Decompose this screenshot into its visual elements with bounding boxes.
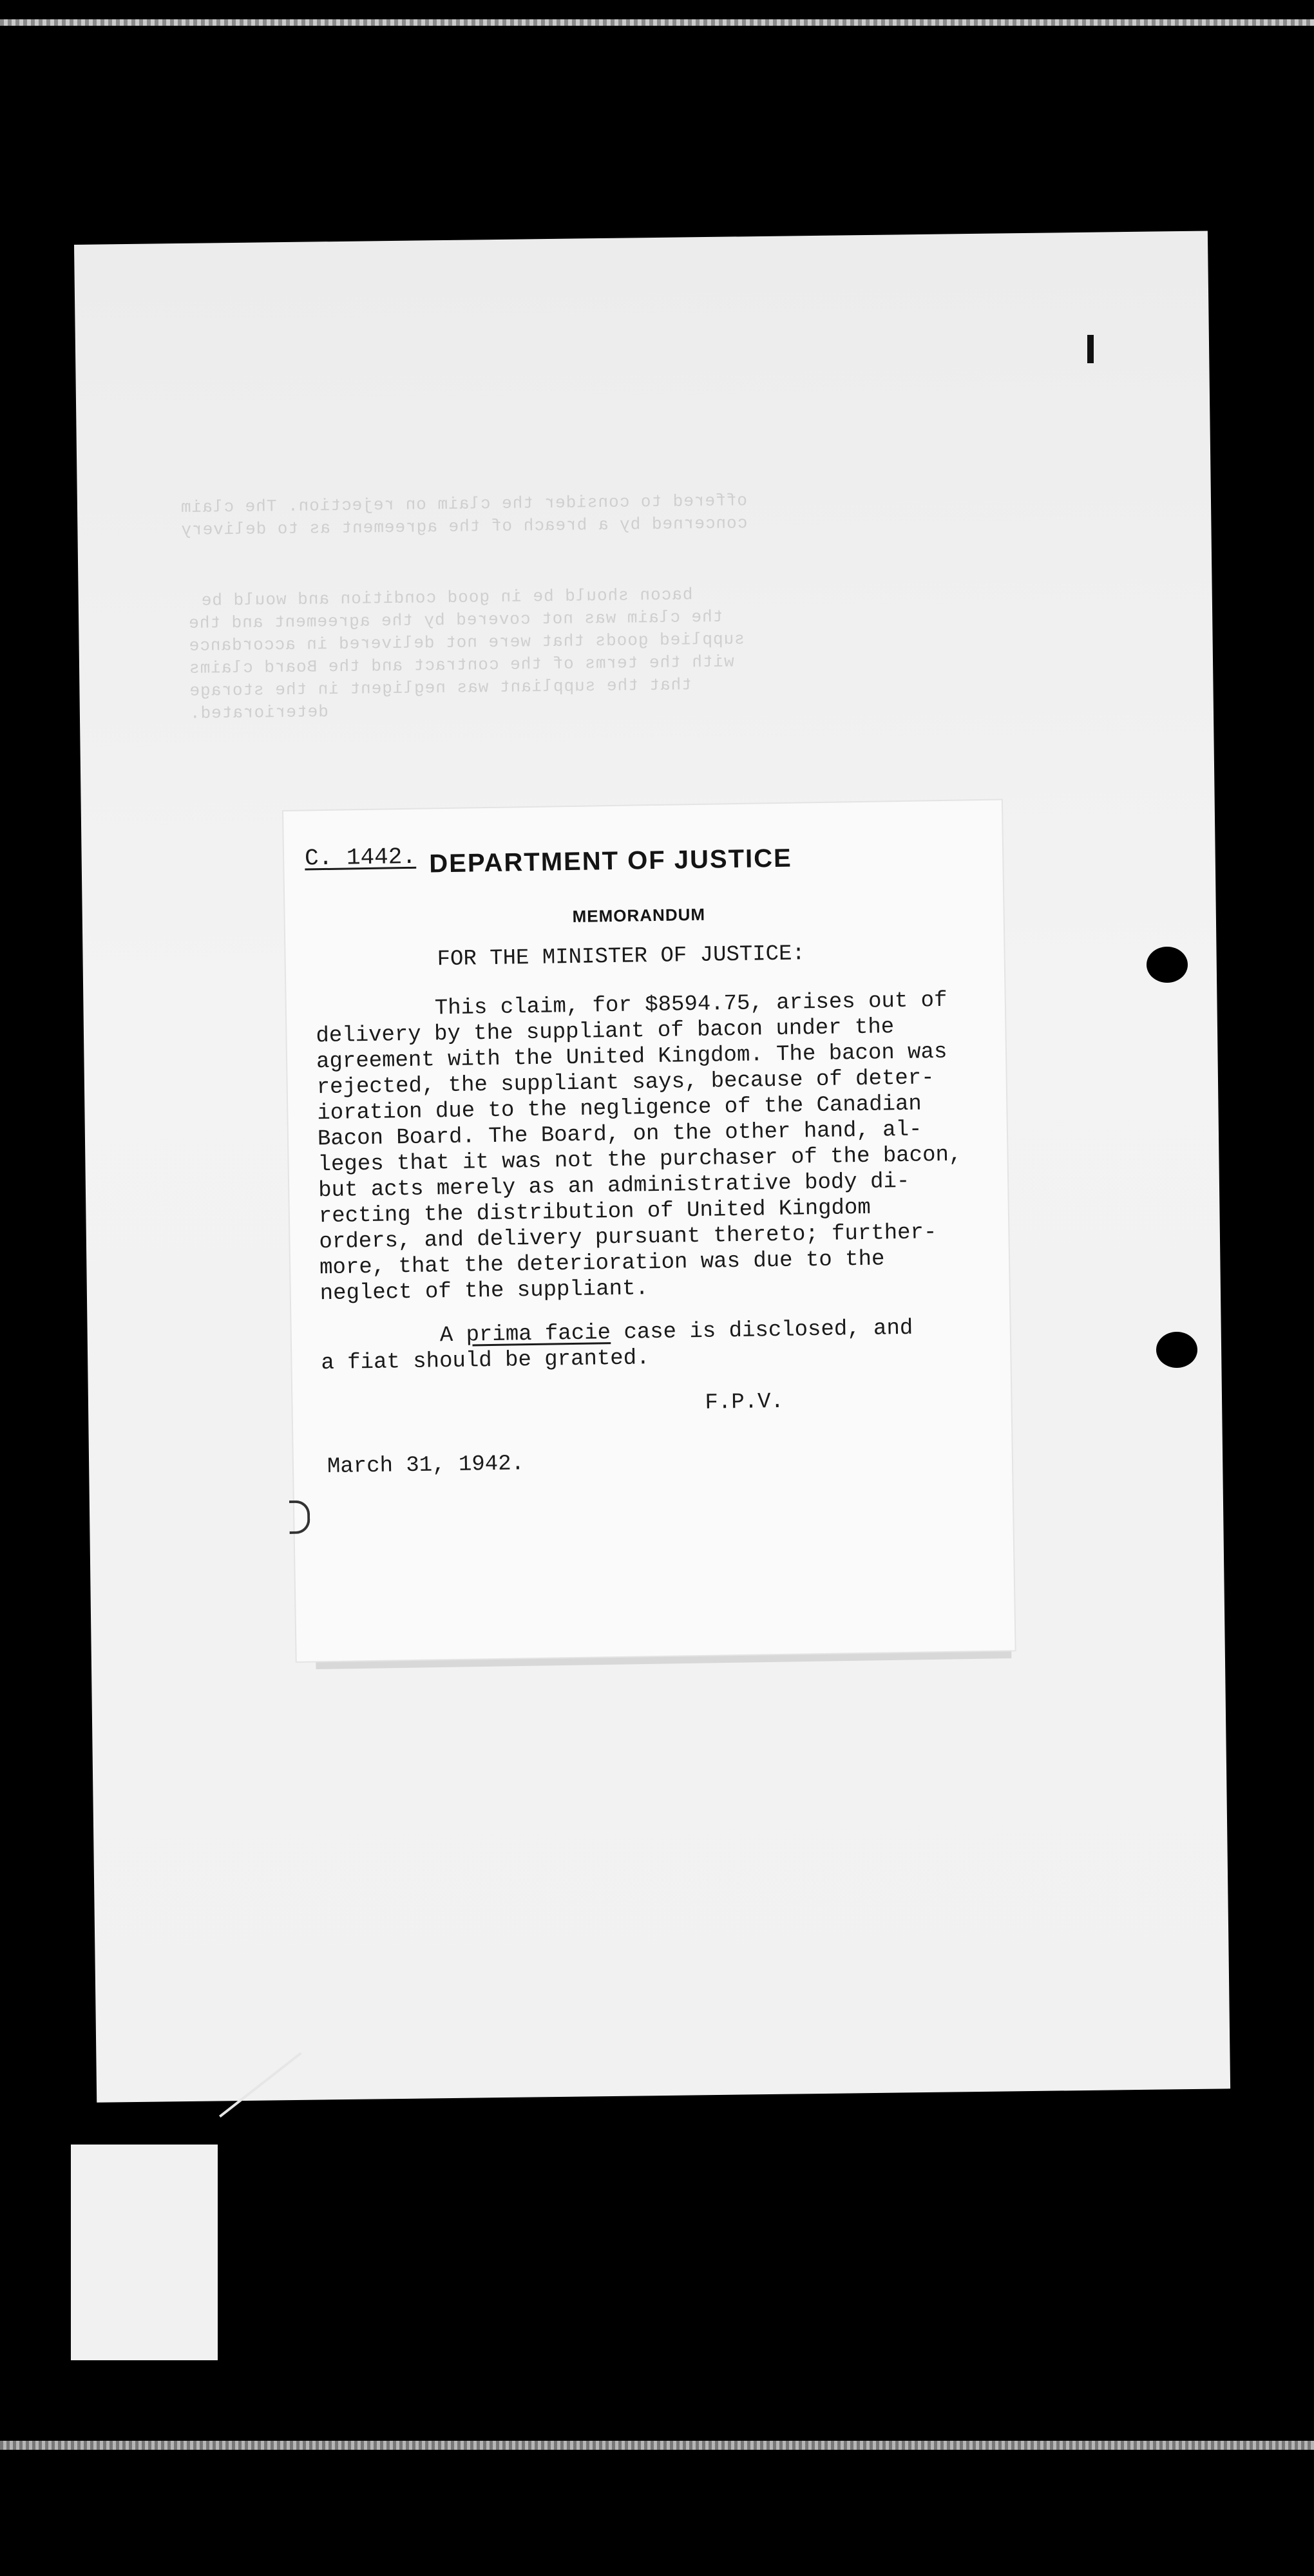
- body-line: more, that the deterioration was due to the: [319, 1247, 885, 1281]
- department-title: DEPARTMENT OF JUSTICE: [428, 844, 793, 878]
- body-line: agreement with the United Kingdom. The bacon was: [316, 1039, 947, 1075]
- addressee: FOR THE MINISTER OF JUSTICE:: [437, 942, 806, 972]
- body-line: neglect of the suppliant.: [319, 1276, 649, 1307]
- body-line: recting the distribution of United Kingdom: [318, 1195, 871, 1229]
- conclusion-lead: A: [439, 1323, 466, 1349]
- body-line: This claim, for $8594.75, arises out of: [434, 988, 947, 1021]
- body-line: leges that it was not the purchaser of the bacon,: [318, 1142, 962, 1178]
- bleed-through-text: deteriorated.: [189, 702, 328, 723]
- body-line: rejected, the suppliant says, because of deter-: [316, 1066, 935, 1101]
- bleed-through-text: offered to consider the claim on rejection. The claim: [180, 491, 748, 518]
- body-line: but acts merely as an administrative body di-: [318, 1169, 910, 1204]
- bleed-through-text: bacon should be in good condition and would be: [200, 585, 693, 611]
- body-line: ioration due to the negligence of the Canadian: [317, 1092, 922, 1126]
- bleed-through-text: the claim was not covered by the agreement and the: [188, 607, 723, 633]
- paper-clip-mark: [289, 1500, 310, 1533]
- punch-hole: [1156, 1332, 1197, 1368]
- bleed-through-text: supplied goods that were not delivered in accordance: [188, 629, 745, 656]
- film-strip-top: [0, 19, 1314, 26]
- bleed-through-text: that the suppliant was negligent in the storage: [189, 675, 692, 701]
- stub-card: [71, 2145, 218, 2360]
- body-line: a fiat should be granted.: [321, 1346, 650, 1376]
- punch-hole: [1147, 947, 1188, 983]
- body-line: Bacon Board. The Board, on the other hand, al-: [317, 1117, 922, 1152]
- corner-mark: [1087, 335, 1094, 363]
- film-strip-bottom: [0, 2441, 1314, 2450]
- file-number: C. 1442.: [304, 843, 417, 872]
- memo-heading: MEMORANDUM: [572, 904, 706, 926]
- memo-body: [316, 987, 991, 1376]
- body-line: orders, and delivery pursuant thereto; further-: [319, 1220, 937, 1255]
- bleed-through-text: with the terms of the contract and the Board claims: [188, 652, 734, 678]
- conclusion-rest: case is disclosed, and: [610, 1316, 913, 1346]
- memo-date: March 31, 1942.: [327, 1452, 525, 1480]
- prima-facie-term: prima facie: [466, 1321, 611, 1348]
- body-line: delivery by the suppliant of bacon under the: [316, 1015, 895, 1049]
- memo-card: [283, 800, 1015, 1661]
- initials: F.P.V.: [705, 1389, 785, 1416]
- bleed-through-text: concerned by a breach of the agreement as to delivery: [180, 513, 748, 540]
